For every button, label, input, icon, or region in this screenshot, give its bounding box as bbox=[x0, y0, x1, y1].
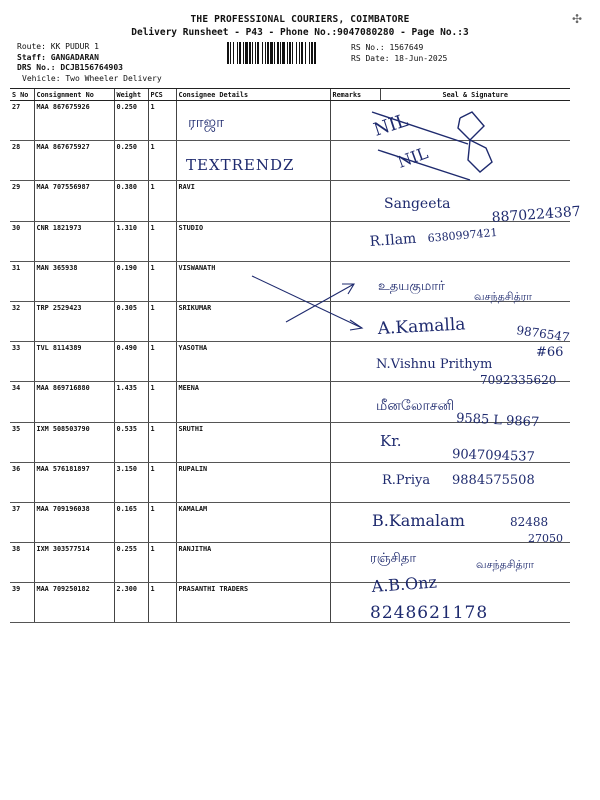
handwritten-phone: 82488 bbox=[510, 515, 549, 529]
rs-date-label: RS Date: bbox=[351, 54, 390, 63]
cell-sno: 28 bbox=[10, 141, 34, 181]
cell-sno: 33 bbox=[10, 342, 34, 382]
col-sno: S No bbox=[10, 89, 34, 101]
handwritten-signature: உதயகுமார் bbox=[378, 279, 445, 294]
handwritten-phone: 9884575508 bbox=[452, 473, 535, 488]
cell-pcs: 1 bbox=[148, 301, 176, 341]
cell-sno: 35 bbox=[10, 422, 34, 462]
handwritten-signature: R.Ilam bbox=[369, 230, 417, 250]
cell-pcs: 1 bbox=[148, 543, 176, 583]
handwritten-phone: 8248621178 bbox=[370, 603, 489, 623]
handwritten-phone: 7092335620 bbox=[480, 373, 557, 387]
cell-remarks bbox=[330, 422, 380, 462]
cell-sno: 32 bbox=[10, 301, 34, 341]
cell-remarks bbox=[330, 181, 380, 221]
cell-consignee: SRUTHI bbox=[176, 422, 330, 462]
runsheet-header bbox=[0, 14, 600, 38]
cell-sno: 29 bbox=[10, 181, 34, 221]
cell-consignment: TRP 2529423 bbox=[34, 301, 114, 341]
route-line bbox=[17, 42, 162, 53]
cell-seal-signature bbox=[380, 462, 570, 502]
handwritten-phone: 9585 L 9867 bbox=[455, 411, 540, 431]
company-title: THE PROFESSIONAL COURIERS, COIMBATORE bbox=[190, 14, 410, 25]
cell-remarks bbox=[330, 261, 380, 301]
runsheet-subtitle: Delivery Runsheet - P43 - Phone No.:9047080280 - Page No.:3 bbox=[131, 27, 469, 38]
table-row bbox=[10, 462, 570, 502]
cell-consignee: YASOTHA bbox=[176, 342, 330, 382]
cell-remarks bbox=[330, 543, 380, 583]
cell-sno: 30 bbox=[10, 221, 34, 261]
cell-weight: 0.250 bbox=[114, 101, 148, 141]
cell-sno: 27 bbox=[10, 101, 34, 141]
staff-value: GANGADARAN bbox=[50, 52, 99, 62]
cell-remarks bbox=[330, 101, 380, 141]
rs-no-label: RS No.: bbox=[351, 43, 385, 52]
nil-mark: NIL bbox=[394, 143, 431, 172]
cell-consignment: CNR 1821973 bbox=[34, 221, 114, 261]
cell-weight: 3.150 bbox=[114, 462, 148, 502]
table-row bbox=[10, 422, 570, 462]
cell-consignee: RAVI bbox=[176, 181, 330, 221]
cell-weight: 0.250 bbox=[114, 141, 148, 181]
table-row bbox=[10, 543, 570, 583]
cell-pcs: 1 bbox=[148, 221, 176, 261]
cell-weight: 1.435 bbox=[114, 382, 148, 422]
cell-sno: 31 bbox=[10, 261, 34, 301]
cell-consignment: TVL 8114389 bbox=[34, 342, 114, 382]
cell-weight: 0.490 bbox=[114, 342, 148, 382]
cell-consignment: IXM 508503790 bbox=[34, 422, 114, 462]
table-row bbox=[10, 342, 570, 382]
cell-weight: 0.190 bbox=[114, 261, 148, 301]
cell-remarks bbox=[330, 301, 380, 341]
cell-weight: 1.310 bbox=[114, 221, 148, 261]
cell-seal-signature bbox=[380, 141, 570, 181]
cell-consignee: MEENA bbox=[176, 382, 330, 422]
rs-no-value: 1567649 bbox=[389, 43, 424, 52]
cell-pcs: 1 bbox=[148, 342, 176, 382]
col-consignee: Consignee Details bbox=[176, 89, 330, 101]
cell-consignment: MAA 707556987 bbox=[34, 181, 114, 221]
cell-remarks bbox=[330, 342, 380, 382]
cell-seal-signature bbox=[380, 101, 570, 141]
cell-consignment: MAN 365938 bbox=[34, 261, 114, 301]
table-row bbox=[10, 382, 570, 422]
rs-date-value: 18-Jun-2025 bbox=[394, 54, 448, 63]
table-row bbox=[10, 261, 570, 301]
cell-pcs: 1 bbox=[148, 141, 176, 181]
col-consignment: Consignment No bbox=[34, 89, 114, 101]
handwritten-phone: 6380997421 bbox=[427, 225, 498, 245]
drs-value: DCJB156764903 bbox=[60, 63, 123, 72]
vehicle-label: Vehicle: bbox=[22, 73, 61, 83]
table-row bbox=[10, 583, 570, 623]
cell-consignee: RANJITHA bbox=[176, 543, 330, 583]
delivery-table bbox=[10, 88, 570, 623]
rs-date-line bbox=[351, 53, 447, 64]
vehicle-value: Two Wheeler Delivery bbox=[65, 73, 162, 83]
cell-weight: 0.535 bbox=[114, 422, 148, 462]
handwritten-signature: மீனலோசனி bbox=[376, 398, 455, 414]
cell-remarks bbox=[330, 583, 380, 623]
handwritten-signature: N.Vishnu Prithym bbox=[376, 357, 493, 372]
cell-pcs: 1 bbox=[148, 181, 176, 221]
table-row bbox=[10, 181, 570, 221]
cell-pcs: 1 bbox=[148, 583, 176, 623]
cell-pcs: 1 bbox=[148, 462, 176, 502]
cell-consignee bbox=[176, 141, 330, 181]
handwritten-note: வசந்தசித்ரா bbox=[476, 558, 535, 571]
cell-sno: 36 bbox=[10, 462, 34, 502]
cell-remarks bbox=[330, 462, 380, 502]
cell-weight: 0.165 bbox=[114, 502, 148, 542]
cell-seal-signature bbox=[380, 382, 570, 422]
cell-seal-signature bbox=[380, 422, 570, 462]
handwritten-signature: B.Kamalam bbox=[372, 511, 465, 530]
handwritten-signature: Sangeeta bbox=[384, 196, 451, 212]
cell-consignment: MAA 709196038 bbox=[34, 502, 114, 542]
handwritten-signature: R.Priya bbox=[382, 473, 431, 488]
cell-pcs: 1 bbox=[148, 101, 176, 141]
cell-consignment: MAA 867675926 bbox=[34, 101, 114, 141]
handwritten-phone: 9047094537 bbox=[451, 447, 536, 465]
cell-seal-signature bbox=[380, 181, 570, 221]
cell-consignment: IXM 303577514 bbox=[34, 543, 114, 583]
cell-remarks bbox=[330, 141, 380, 181]
cell-consignee: KAMALAM bbox=[176, 502, 330, 542]
cell-consignment: MAA 869716880 bbox=[34, 382, 114, 422]
table-row bbox=[10, 301, 570, 341]
cell-consignee: PRASANTHI TRADERS bbox=[176, 583, 330, 623]
handwritten-phone: 8870224387 bbox=[491, 203, 582, 226]
col-pcs: PCS bbox=[148, 89, 176, 101]
cell-consignee: STUDIO bbox=[176, 221, 330, 261]
handwritten-note: வசந்தசித்ரா bbox=[474, 290, 533, 303]
cell-weight: 2.300 bbox=[114, 583, 148, 623]
table-row bbox=[10, 141, 570, 181]
cell-seal-signature bbox=[380, 543, 570, 583]
cell-sno: 37 bbox=[10, 502, 34, 542]
cell-consignee bbox=[176, 101, 330, 141]
cell-consignment: MAA 576181897 bbox=[34, 462, 114, 502]
cell-pcs: 1 bbox=[148, 422, 176, 462]
cell-consignee: VISWANATH bbox=[176, 261, 330, 301]
cell-pcs: 1 bbox=[148, 502, 176, 542]
handwritten-name: TEXTRENDZ bbox=[186, 156, 295, 174]
handwritten-signature: ரஞ்சிதா bbox=[370, 551, 417, 566]
vehicle-line bbox=[22, 74, 162, 85]
cell-consignment: MAA 709250182 bbox=[34, 583, 114, 623]
cell-consignment: MAA 867675927 bbox=[34, 141, 114, 181]
table-row bbox=[10, 502, 570, 542]
cell-seal-signature bbox=[380, 342, 570, 382]
handwritten-signature: A.Kamalla bbox=[377, 314, 466, 339]
handwritten-phone: 27050 bbox=[528, 532, 563, 545]
handwritten-phone: 9876547 bbox=[515, 323, 571, 345]
route-value: KK PUDUR 1 bbox=[50, 42, 99, 51]
cell-weight: 0.305 bbox=[114, 301, 148, 341]
nil-mark: NIL bbox=[371, 110, 411, 141]
cell-consignee: SRIKUMAR bbox=[176, 301, 330, 341]
cell-seal-signature bbox=[380, 261, 570, 301]
table-row bbox=[10, 221, 570, 261]
table-row bbox=[10, 101, 570, 141]
drs-label: DRS No.: bbox=[17, 63, 56, 72]
rs-no-line bbox=[351, 42, 447, 53]
cell-seal-signature bbox=[380, 301, 570, 341]
col-weight: Weight bbox=[114, 89, 148, 101]
cell-sno: 39 bbox=[10, 583, 34, 623]
col-remarks: Remarks bbox=[330, 89, 380, 101]
cell-weight: 0.255 bbox=[114, 543, 148, 583]
table-header bbox=[10, 89, 570, 101]
cell-pcs: 1 bbox=[148, 382, 176, 422]
cell-pcs: 1 bbox=[148, 261, 176, 301]
cell-weight: 0.380 bbox=[114, 181, 148, 221]
drs-line bbox=[17, 63, 162, 74]
handwritten-signature: Kr. bbox=[380, 432, 402, 450]
cell-remarks bbox=[330, 382, 380, 422]
staff-label: Staff: bbox=[17, 52, 46, 62]
cell-seal-signature bbox=[380, 583, 570, 623]
col-seal-signature: Seal & Signature bbox=[380, 89, 570, 101]
corner-plus-icon: ✣ bbox=[572, 12, 583, 26]
handwritten-signature: A.B.Onz bbox=[370, 572, 438, 596]
cell-consignee: RUPALIN bbox=[176, 462, 330, 502]
handwritten-signature: ராஜா bbox=[188, 113, 224, 131]
staff-line bbox=[17, 53, 162, 64]
cell-sno: 38 bbox=[10, 543, 34, 583]
route-label: Route: bbox=[17, 42, 46, 51]
handwritten-flat: #66 bbox=[536, 345, 564, 360]
cell-sno: 34 bbox=[10, 382, 34, 422]
cell-seal-signature bbox=[380, 502, 570, 542]
cell-remarks bbox=[330, 221, 380, 261]
runsheet-meta-left bbox=[17, 42, 162, 84]
cell-remarks bbox=[330, 502, 380, 542]
barcode-image bbox=[227, 42, 344, 64]
cell-seal-signature bbox=[380, 221, 570, 261]
runsheet-meta-right bbox=[351, 42, 447, 64]
